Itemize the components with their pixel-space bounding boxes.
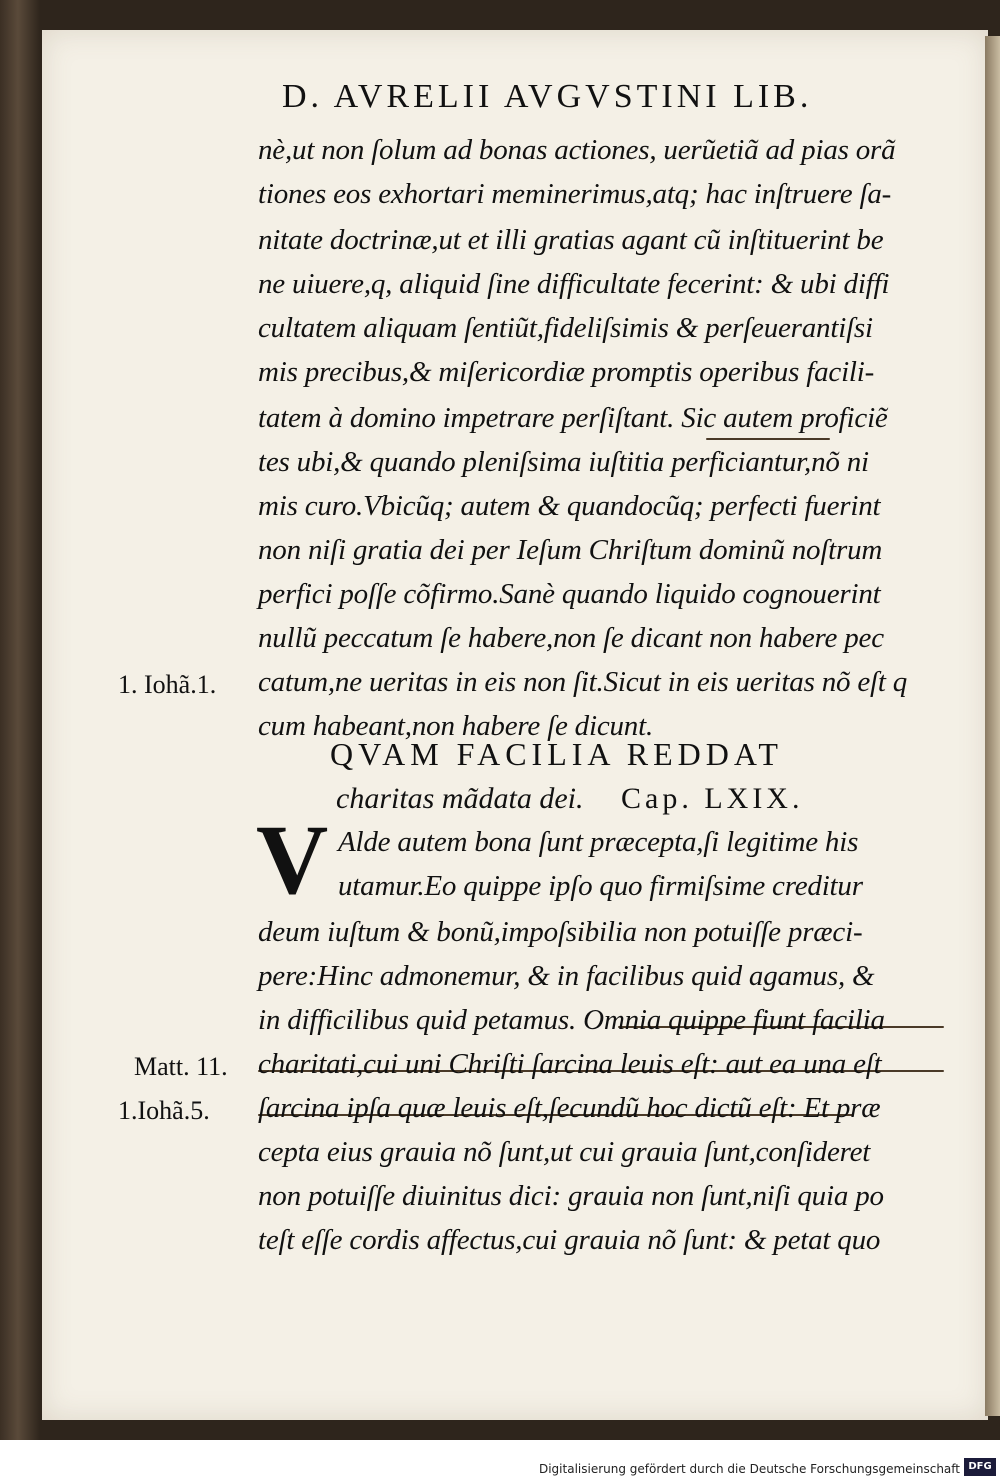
text-line: tiones eos exhortari meminerimus,atq; hac inſtruere ſa- xyxy=(258,178,892,210)
margin-note: 1.Iohã.5. xyxy=(118,1096,210,1125)
text-line: nè,ut non ſolum ad bonas actiones, uerũetiã ad pias orã xyxy=(258,134,896,166)
text-line: mis precibus,& miſericordiæ promptis operibus facili- xyxy=(258,356,875,388)
text-line: cum habeant,non habere ſe dicunt. xyxy=(258,710,654,742)
text-line: ne uiuere,q, aliquid ſine difficultate fecerint: & ubi diffi xyxy=(258,268,890,300)
text-line: perfici poſſe cõfirmo.Sanè quando liquido cognouerint xyxy=(258,578,881,610)
text-line: charitati,cui uni Chriſti ſarcina leuis eſt: aut ea una eſt xyxy=(258,1048,882,1080)
text-line: utamur.Eo quippe ipſo quo firmiſsime creditur xyxy=(338,870,863,902)
chapter-title: QVAM FACILIA REDDAT xyxy=(330,736,783,772)
chapter-subtitle-row xyxy=(336,782,803,816)
text-line: cultatem aliquam ſentiũt,fideliſsimis & perſeuerantiſsi xyxy=(258,312,873,344)
text-line: nullũ peccatum ſe habere,non ſe dicant non habere pec xyxy=(258,622,884,654)
chapter-number: Cap. LXIX. xyxy=(621,782,804,815)
running-header: D. AVRELII AVGVSTINI LIB. xyxy=(282,78,813,115)
text-line: in difficilibus quid petamus. Omnia quippe fiunt facilia xyxy=(258,1004,885,1036)
text-line: Alde autem bona ſunt præcepta,ſi legitime his xyxy=(338,826,859,858)
text-line: deum iuſtum & bonũ,impoſsibilia non potuiſſe præci- xyxy=(258,916,863,948)
text-line: catum,ne ueritas in eis non ſit.Sicut in eis ueritas nõ eſt q xyxy=(258,666,908,698)
text-line: mis curo.Vbicũq; autem & quandocũq; perfecti fuerint xyxy=(258,490,881,522)
text-line: teſt eſſe cordis affectus,cui grauia nõ ſunt: & petat quo xyxy=(258,1224,881,1256)
text-line: non niſi gratia dei per Ieſum Chriſtum dominũ noſtrum xyxy=(258,534,883,566)
text-line: tes ubi,& quando pleniſsima iuſtitia perficiantur,nõ ni xyxy=(258,446,869,478)
underline-mark xyxy=(706,438,830,440)
margin-note: 1. Iohã.1. xyxy=(118,670,217,699)
text-line: tatem à domino impetrare perſiſtant. Sic autem proficiẽ xyxy=(258,402,888,434)
dfg-logo-icon: DFG xyxy=(964,1458,996,1476)
footer-credit: Digitalisierung gefördert durch die Deutsche Forschungsgemeinschaft xyxy=(538,1462,960,1476)
page-edge xyxy=(985,36,1000,1416)
text-line: non potuiſſe diuinitus dici: grauia non ſunt,niſi quia po xyxy=(258,1180,884,1212)
text-line: cepta eius grauia nõ ſunt,ut cui grauia ſunt,conſideret xyxy=(258,1136,871,1168)
text-line: ſarcina ipſa quæ leuis eſt,ſecundũ hoc dictũ eſt: Et præ xyxy=(258,1092,881,1124)
chapter-subtitle: charitas mãdata dei. xyxy=(336,782,584,815)
drop-capital: V xyxy=(256,804,329,915)
text-line: pere:Hinc admonemur, & in facilibus quid agamus, & xyxy=(258,960,875,992)
text-line: nitate doctrinæ,ut et illi gratias agant cũ inſtituerint be xyxy=(258,224,884,256)
margin-note: Matt. 11. xyxy=(134,1052,228,1081)
